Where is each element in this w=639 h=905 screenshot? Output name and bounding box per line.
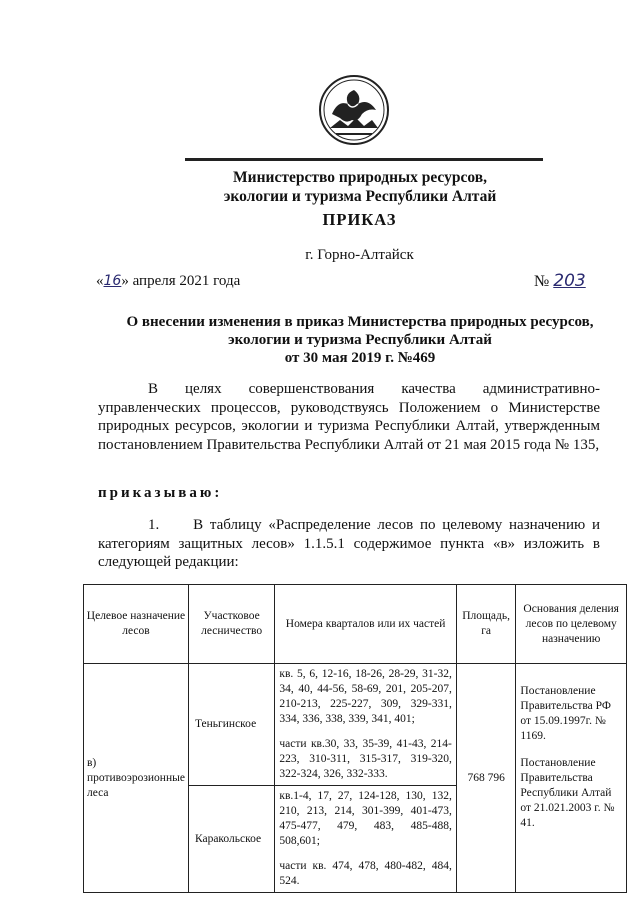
header-basis: Основания деления лесов по целевому назначению [516, 585, 627, 664]
ministry-name [150, 168, 570, 206]
header-area: Площадь, га [456, 585, 516, 664]
table-row [84, 664, 627, 786]
table-header-row [84, 585, 627, 664]
preamble-paragraph: В целях совершенствования качества административно-управленческих процессов, руководствуясь Положением о Министерстве природных ресурсов, экологии и туризма Республики Алтай, утвержденным постановлением Правительства Республики Алтай от 21 мая 2015 года № 135, [98, 381, 600, 453]
subject-line-1: О внесении изменения в приказ Министерства природных ресурсов, [126, 314, 594, 330]
lesnichestvo-cell: Теньгинское [188, 664, 274, 786]
lesnichestvo-cell: Каракольское [188, 786, 274, 893]
date-rest: » апреля 2021 года [121, 273, 241, 289]
purpose-cell: в) противоэрозионные леса [84, 664, 189, 893]
quarters-parts: части кв.30, 33, 35-39, 41-43, 214-223, 310-311, 315-317, 319-320, 322-324, 326, 332-333. [279, 738, 452, 780]
order-number [534, 271, 586, 291]
order-date [96, 273, 240, 290]
date-day: 16 [103, 273, 122, 289]
doc-type: ПРИКАЗ [322, 210, 397, 229]
header-rule [185, 158, 543, 161]
item-1-paragraph: 1. В таблицу «Распределение лесов по целевому назначению и категориям защитных лесов» 1.1.5.1 содержимое пункта «в» изложить в следующей редакции: [98, 517, 600, 570]
ministry-line-2: экологии и туризма Республики Алтай [223, 188, 497, 205]
quarters-cell [275, 664, 456, 786]
subject-line-3: от 30 мая 2019 г. №469 [284, 350, 436, 366]
quarters-parts: части кв. 474, 478, 480-482, 484, 524. [279, 860, 452, 887]
city: г. Горно-Алтайск [305, 247, 414, 263]
basis-cell [516, 664, 627, 893]
subject-line-2: экологии и туризма Республики Алтай [228, 332, 492, 348]
date-open-quote: « [96, 273, 104, 289]
header-lesnichestvo: Участковое лесничество [188, 585, 274, 664]
basis-1: Постановление Правительства РФ от 15.09.1997г. № 1169. [520, 685, 611, 742]
forest-distribution-table [83, 584, 627, 893]
number-label: № [534, 273, 550, 290]
area-cell: 768 796 [456, 664, 516, 893]
order-subject [110, 313, 610, 367]
quarters-main: кв. 5, 6, 12-16, 18-26, 28-29, 31-32, 34, 40, 44-56, 58-69, 201, 205-207, 210-213, 225-227, 309, 329-331, 334, 336, 338, 339, 341, 401; [279, 668, 452, 725]
quarters-main: кв.1-4, 17, 27, 124-128, 130, 132, 210, 213, 214, 301-399, 401-473, 475-477, 479, 483, 485-488, 508,601; [279, 790, 452, 847]
header-purpose: Целевое назначение лесов [84, 585, 189, 664]
number-value: 203 [553, 271, 586, 291]
order-word: приказываю: [98, 485, 223, 501]
ministry-line-1: Министерство природных ресурсов, [233, 169, 487, 186]
basis-2: Постановление Правительства Республики Алтай от 21.021.2003 г. № 41. [520, 757, 615, 829]
altai-emblem-icon [318, 74, 390, 146]
header-quarters: Номера кварталов или их частей [275, 585, 456, 664]
quarters-cell [275, 786, 456, 893]
